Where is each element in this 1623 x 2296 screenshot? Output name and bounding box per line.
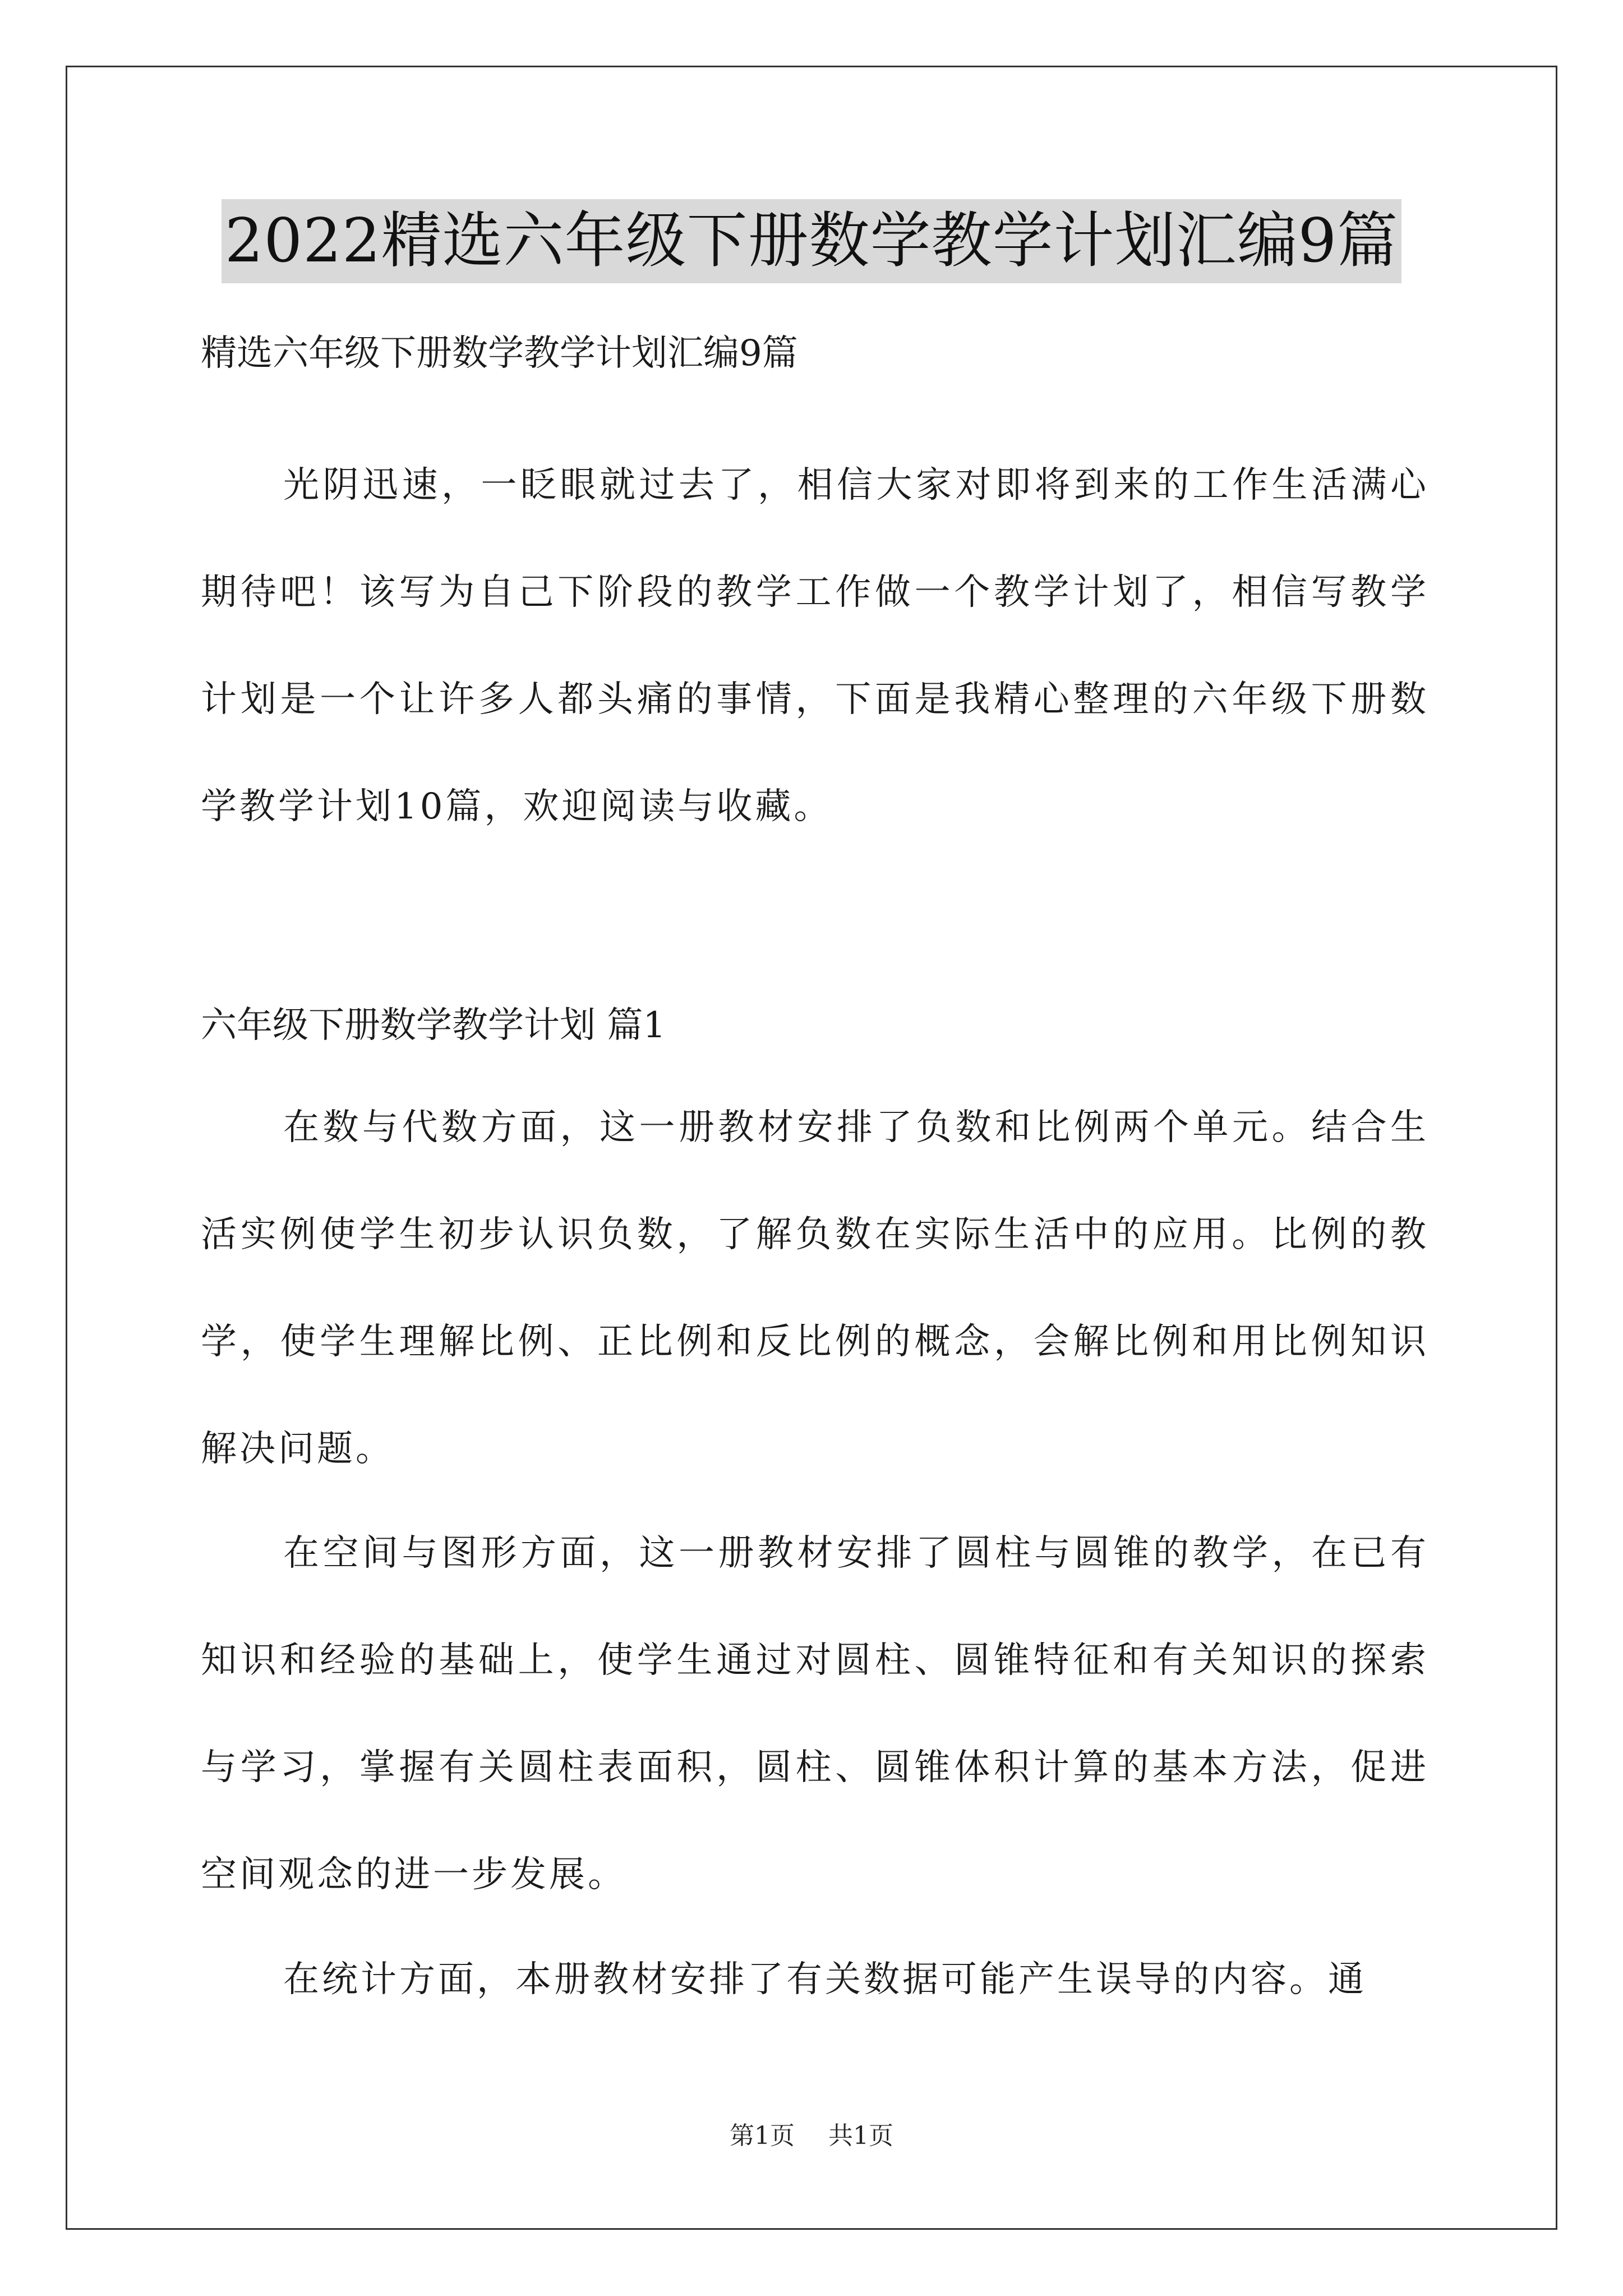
paragraph-space-geometry: 在空间与图形方面，这一册教材安排了圆柱与圆锥的教学，在已有知识和经验的基础上，使学生通过对圆柱、圆锥特征和有关知识的探索与学习，掌握有关圆柱表面积，圆柱、圆锥体积计算的基本方法，促进空间观念的进一步发展。 xyxy=(201,1533,1429,1895)
page-number: 第1页 xyxy=(730,2122,795,2150)
document-title: 2022精选六年级下册数学教学计划汇编9篇 xyxy=(222,199,1402,283)
paragraph-statistics: 在统计方面，本册教材安排了有关数据可能产生误导的内容。通 xyxy=(283,1959,1367,2000)
title-container xyxy=(0,199,1623,283)
section-heading: 六年级下册数学教学计划 篇1 xyxy=(201,1005,666,1046)
page-footer xyxy=(0,2119,1623,2153)
document-subtitle: 精选六年级下册数学教学计划汇编9篇 xyxy=(201,333,798,374)
intro-paragraph: 光阴迅速，一眨眼就过去了，相信大家对即将到来的工作生活满心期待吧！该写为自己下阶段的教学工作做一个教学计划了，相信写教学计划是一个让许多人都头痛的事情，下面是我精心整理的六年级下册数学教学计划10篇，欢迎阅读与收藏。 xyxy=(201,464,1429,827)
page-total: 共1页 xyxy=(828,2122,893,2150)
paragraph-number-algebra: 在数与代数方面，这一册教材安排了负数和比例两个单元。结合生活实例使学生初步认识负数，了解负数在实际生活中的应用。比例的教学，使学生理解比例、正比例和反比例的概念，会解比例和用比例知识解决问题。 xyxy=(201,1107,1429,1470)
